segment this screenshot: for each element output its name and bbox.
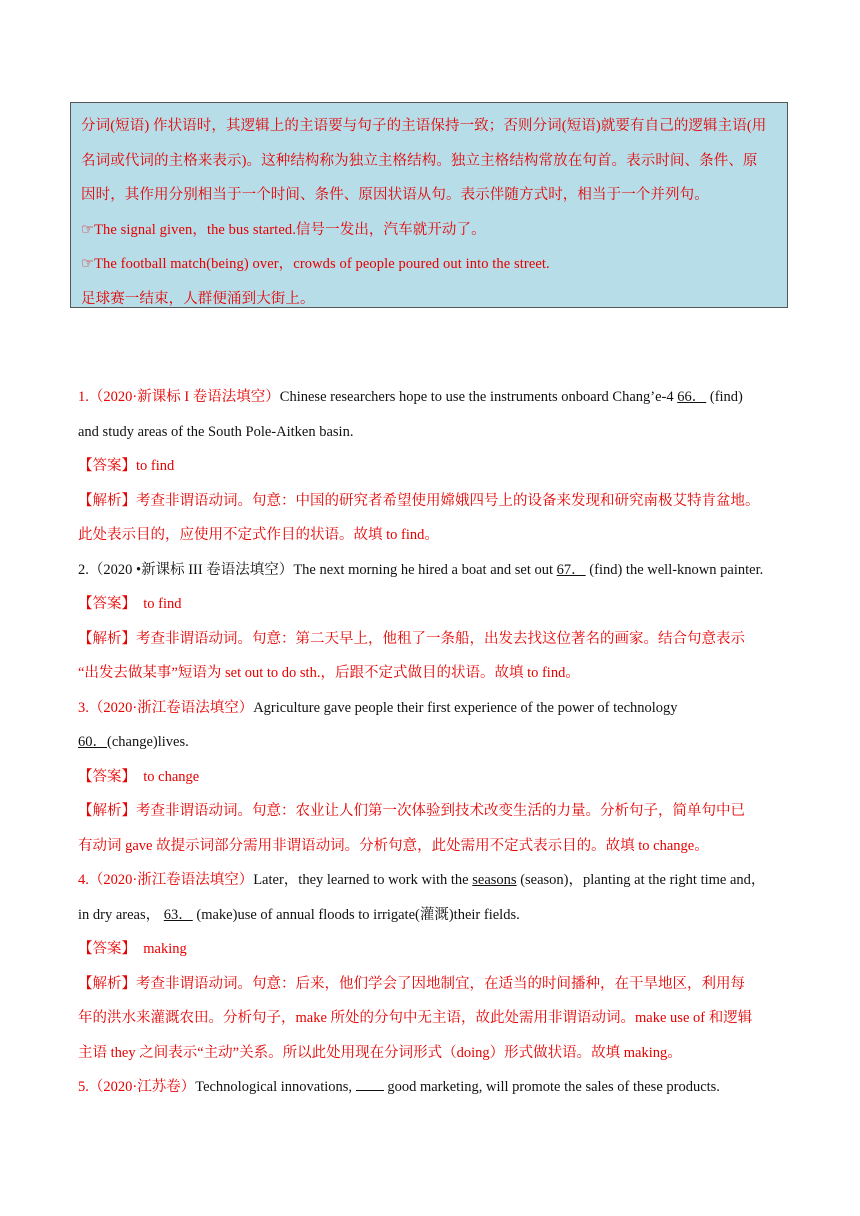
answer-label: 【答案】	[78, 596, 136, 612]
analysis-1-cont	[78, 518, 784, 553]
question-4	[78, 863, 784, 898]
question-text: Technological innovations,	[195, 1079, 356, 1095]
question-source: 1.（2020·新课标 I 卷语法填空）	[78, 389, 280, 405]
answer-2	[78, 587, 784, 622]
question-text: (find)	[706, 389, 743, 405]
question-text: (find) the well-known painter.	[585, 561, 764, 578]
blank-number: 60．	[78, 734, 107, 750]
note-line: 因时，其作用分别相当于一个时间、条件、原因状语从句。表示伴随方式时，相当于一个并列句。	[81, 187, 709, 203]
question-list	[78, 380, 784, 1105]
question-text: (change)lives.	[107, 734, 189, 750]
analysis-1	[78, 484, 784, 519]
answer-4	[78, 932, 784, 967]
question-text: and study areas of the South Pole-Aitken basin.	[78, 423, 354, 440]
answer-text: making	[143, 941, 187, 957]
question-text: good marketing, will promote the sales of these products.	[383, 1079, 720, 1095]
analysis-text: 考查非谓语动词。句意：中国的研究者希望使用嫦娥四号上的设备来发现和研究南极艾特肯盆地。	[136, 492, 760, 509]
question-2	[78, 553, 784, 588]
note-line: 分词(短语) 作状语时，其逻辑上的主语要与句子的主语保持一致；否则分词(短语)就要有自己的逻辑主语(用	[81, 118, 767, 134]
question-text: Later，they learned to work with the	[253, 872, 473, 888]
analysis-2-cont	[78, 656, 784, 691]
answer-text: to find	[143, 596, 182, 612]
question-1	[78, 380, 784, 415]
analysis-text: 主语 they 之间表示“主动”关系。所以此处用现在分词形式（doing）形式做状语。故填 making。	[78, 1044, 682, 1061]
analysis-label: 【解析】	[78, 975, 136, 992]
blank-number: 63．	[163, 906, 193, 923]
answer-1	[78, 449, 784, 484]
example-sentence: ☞The signal given，the bus started.信号一发出，汽车就开动了。	[81, 221, 486, 238]
answer-blank	[356, 1078, 384, 1091]
analysis-label: 【解析】	[78, 803, 136, 819]
blank-number: 67．	[556, 561, 586, 578]
note-line: 名词或代词的主格来表示)。这种结构称为独立主格结构。独立主格结构常放在句首。表示时间、条件、原	[81, 152, 758, 169]
analysis-4-cont	[78, 1036, 784, 1071]
question-text: in dry areas，	[78, 906, 164, 923]
question-text: The next morning he hired a boat and set out	[293, 561, 557, 578]
analysis-4-cont	[78, 1001, 784, 1036]
answer-text: to change	[143, 768, 200, 785]
question-4-cont	[78, 898, 784, 933]
underlined-word: seasons	[472, 872, 517, 888]
analysis-label: 【解析】	[78, 630, 136, 647]
answer-label: 【答案】	[78, 941, 136, 957]
analysis-text: 考查非谓语动词。句意：第二天早上，他租了一条船，出发去找这位著名的画家。结合句意表示	[136, 630, 745, 647]
question-5	[78, 1070, 784, 1105]
answer-3	[78, 760, 784, 795]
answer-label: 【答案】	[78, 768, 136, 785]
analysis-3	[78, 794, 784, 829]
analysis-4	[78, 967, 784, 1002]
analysis-text: 此处表示目的，应使用不定式作目的状语。故填 to find。	[78, 527, 439, 543]
question-text: (make)use of annual floods to irrigate(灌溉)their fields.	[192, 906, 520, 923]
question-source: 5.（2020·江苏卷）	[78, 1079, 196, 1095]
question-1-cont	[78, 415, 784, 450]
question-text: Chinese researchers hope to use the instruments onboard Chang’e-4	[279, 389, 678, 405]
question-source: 3.（2020·浙江卷语法填空）	[78, 699, 254, 716]
question-source: 4.（2020·浙江卷语法填空）	[78, 872, 254, 888]
question-text: Agriculture gave people their first experience of the power of technology	[253, 699, 678, 716]
analysis-2	[78, 622, 784, 657]
question-3-cont	[78, 725, 784, 760]
analysis-text: 考查非谓语动词。句意：后来，他们学会了因地制宜，在适当的时间播种，在干旱地区，利用每	[136, 975, 745, 992]
blank-number: 66．	[677, 389, 707, 405]
analysis-text: 年的洪水来灌溉农田。分析句子，make 所处的分句中无主语，故此处需用非谓语动词。make use of 和逻辑	[78, 1010, 753, 1026]
analysis-3-cont	[78, 829, 784, 864]
answer-label: 【答案】	[78, 458, 136, 474]
analysis-text: 有动词 gave 故提示词部分需用非谓语动词。分析句意，此处需用不定式表示目的。故填 to change。	[78, 837, 709, 854]
question-3	[78, 691, 784, 726]
answer-text: to find	[136, 458, 175, 474]
example-sentence: ☞The football match(being) over，crowds of people poured out into the street.	[81, 256, 550, 272]
grammar-note-box	[70, 102, 788, 308]
example-translation: 足球赛一结束，人群便涌到大街上。	[81, 290, 315, 307]
analysis-label: 【解析】	[78, 492, 136, 509]
analysis-text: 考查非谓语动词。句意：农业让人们第一次体验到技术改变生活的力量。分析句子，简单句中已	[136, 803, 745, 819]
question-source: 2.（2020 •新课标 III 卷语法填空）	[78, 561, 294, 578]
analysis-text: “出发去做某事”短语为 set out to do sth.，后跟不定式做目的状语。故填 to find。	[78, 665, 580, 681]
question-text: (season)，planting at the right time and，	[516, 872, 766, 888]
